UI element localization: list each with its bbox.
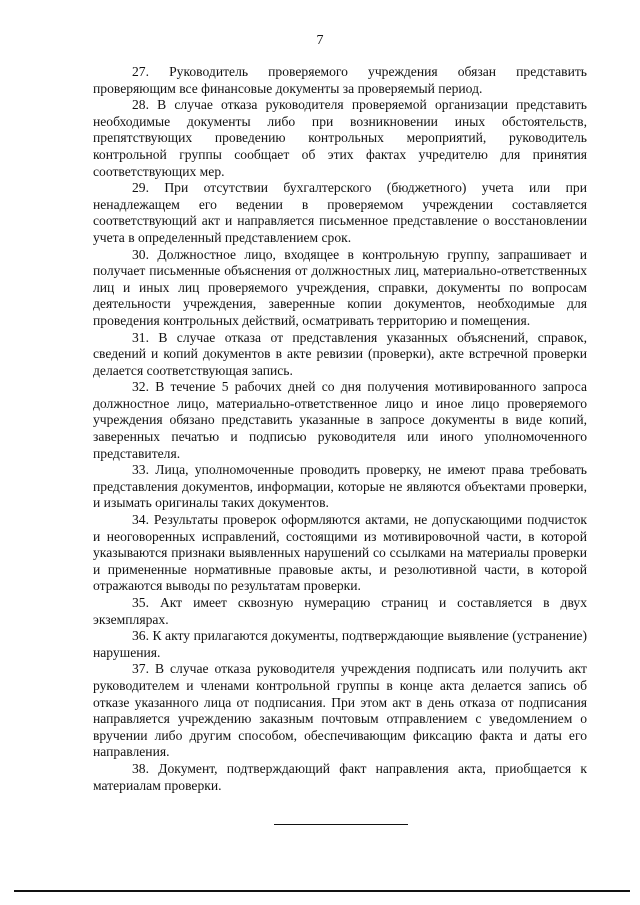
end-of-text-divider bbox=[274, 824, 408, 825]
paragraph-28: 28. В случае отказа руководителя проверяемой организации представить необходимые документы либо при возникновении иных обстоятельств, препятствующих проведению контрольных мероприятий, руководитель контрольной группы сообщает об этих фактах учредителю для принятия соответствующих мер. bbox=[93, 97, 587, 179]
page-number: 7 bbox=[316, 33, 324, 48]
paragraph-38: 38. Документ, подтверждающий факт направления акта, приобщается к материалам проверки. bbox=[93, 760, 587, 793]
paragraph-34: 34. Результаты проверок оформляются актами, не допускающими подчисток и неоговоренных исправлений, состоящими из мотивировочной части, в которой указываются признаки выявленных нарушений со ссылками на материалы проверки и примененные нормативные правовые акты, и резолютивной части, в которой отражаются выводы по результатам проверки. bbox=[93, 512, 587, 594]
scan-bottom-edge bbox=[14, 890, 630, 892]
paragraph-37: 37. В случае отказа руководителя учреждения подписать или получить акт руководителем и членами контрольной группы в конце акта делается запись об отказе указанного лица от подписания. При этом акт в день отказа от подписания направляется учреждению заказным почтовым отправлением с уведомлением о вручении либо другим способом, обеспечивающим фиксацию факта и даты его направления. bbox=[93, 661, 587, 760]
paragraph-33: 33. Лица, уполномоченные проводить проверку, не имеют права требовать представления документов, информации, которые не являются объектами проверки, и изымать оригиналы таких документов. bbox=[93, 462, 587, 511]
paragraph-32: 32. В течение 5 рабочих дней со дня получения мотивированного запроса должностное лицо, материально-ответственное лицо и иное лицо проверяемого учреждения обязано представить указанные в запросе документы в виде копий, заверенных печатью и подписью руководителя или иного уполномоченного представителя. bbox=[93, 379, 587, 461]
paragraph-36: 36. К акту прилагаются документы, подтверждающие выявление (устранение) нарушения. bbox=[93, 628, 587, 660]
document-body bbox=[93, 64, 587, 794]
paragraph-27: 27. Руководитель проверяемого учреждения обязан представить проверяющим все финансовые документы за проверяемый период. bbox=[93, 64, 587, 96]
paragraph-30: 30. Должностное лицо, входящее в контрольную группу, запрашивает и получает письменные объяснения от должностных лиц, материально-ответственных лиц и иных лиц проверяемого учреждения, справки, документы по вопросам деятельности учреждения, заверенные копии документов, необходимые для проведения контрольных действий, осматривать территорию и помещения. bbox=[93, 246, 587, 328]
paragraph-29: 29. При отсутствии бухгалтерского (бюджетного) учета или при ненадлежащем его ведении в проверяемом учреждении составляется соответствующий акт и направляется письменное представление о восстановлении учета в определенный представлением срок. bbox=[93, 180, 587, 245]
paragraph-35: 35. Акт имеет сквозную нумерацию страниц и составляется в двух экземплярах. bbox=[93, 595, 587, 627]
paragraph-31: 31. В случае отказа от представления указанных объяснений, справок, сведений и копий документов в акте ревизии (проверки), акте встречной проверки делается соответствующая запись. bbox=[93, 329, 587, 378]
